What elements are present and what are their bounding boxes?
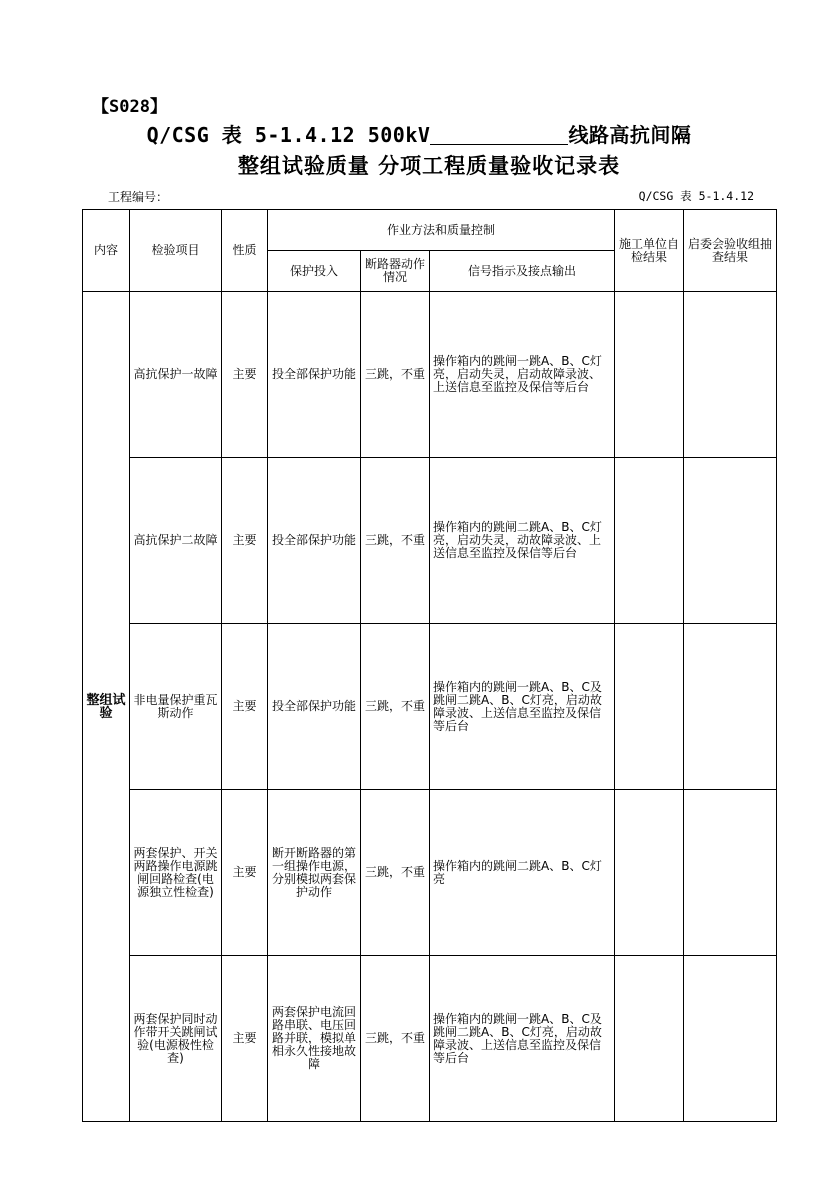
breaker-cell: 三跳，不重 (361, 956, 430, 1122)
contractor-result-cell[interactable] (615, 790, 684, 956)
nature-cell: 主要 (222, 458, 268, 624)
item-cell: 非电量保护重瓦斯动作 (130, 624, 222, 790)
item-cell: 高抗保护二故障 (130, 458, 222, 624)
signal-cell: 操作箱内的跳闸一跳A、B、C及跳闸二跳A、B、C灯亮，启动故障录波、上送信息至监控及保信等后台 (430, 624, 615, 790)
header-contractor: 施工单位自检结果 (615, 210, 684, 292)
breaker-cell: 三跳，不重 (361, 292, 430, 458)
table-row (83, 624, 777, 790)
committee-result-cell[interactable] (684, 458, 777, 624)
group-label: 整组试验 (83, 292, 130, 1122)
acceptance-record-table (82, 209, 777, 1122)
nature-cell: 主要 (222, 956, 268, 1122)
header-signal: 信号指示及接点输出 (430, 251, 615, 292)
header-committee: 启委会验收组抽查结果 (684, 210, 777, 292)
table-row (83, 956, 777, 1122)
title-code: Q/CSG 表 5-1.4.12 500kV (146, 123, 431, 147)
committee-result-cell[interactable] (684, 956, 777, 1122)
contractor-result-cell[interactable] (615, 624, 684, 790)
nature-cell: 主要 (222, 292, 268, 458)
contractor-result-cell[interactable] (615, 956, 684, 1122)
signal-cell: 操作箱内的跳闸一跳A、B、C灯亮，启动失灵，启动故障录波、上送信息至监控及保信等后台 (430, 292, 615, 458)
form-code: Q/CSG 表 5-1.4.12 (638, 189, 754, 203)
table-row (83, 790, 777, 956)
item-cell: 高抗保护一故障 (130, 292, 222, 458)
nature-cell: 主要 (222, 624, 268, 790)
title-blank-line (430, 126, 568, 145)
title-suffix: 线路高抗间隔 (568, 123, 692, 147)
protection-cell: 投全部保护功能 (268, 624, 361, 790)
item-cell: 两套保护同时动作带开关跳闸试验(电源极性检查) (130, 956, 222, 1122)
protection-cell: 两套保护电流回路串联、电压回路并联，模拟单相永久性接地故障 (268, 956, 361, 1122)
header-protection: 保护投入 (268, 251, 361, 292)
table-row (83, 458, 777, 624)
document-title-line2: 整组试验质量 分项工程质量验收记录表 (237, 154, 621, 178)
signal-cell: 操作箱内的跳闸二跳A、B、C灯亮，启动失灵，动故障录波、上送信息至监控及保信等后台 (430, 458, 615, 624)
committee-result-cell[interactable] (684, 790, 777, 956)
header-row-1 (83, 210, 777, 251)
document-tag: 【S028】 (92, 97, 167, 117)
signal-cell: 操作箱内的跳闸二跳A、B、C灯亮 (430, 790, 615, 956)
document-title-line1 (0, 119, 838, 148)
committee-result-cell[interactable] (684, 624, 777, 790)
breaker-cell: 三跳，不重 (361, 458, 430, 624)
header-content: 内容 (83, 210, 130, 292)
breaker-cell: 三跳，不重 (361, 790, 430, 956)
nature-cell: 主要 (222, 790, 268, 956)
signal-cell: 操作箱内的跳闸一跳A、B、C及跳闸二跳A、B、C灯亮，启动故障录波、上送信息至监控及保信等后台 (430, 956, 615, 1122)
contractor-result-cell[interactable] (615, 292, 684, 458)
item-cell: 两套保护、开关两路操作电源跳闸回路检查(电源独立性检查) (130, 790, 222, 956)
table-row (83, 292, 777, 458)
protection-cell: 断开断路器的第一组操作电源，分别模拟两套保护动作 (268, 790, 361, 956)
protection-cell: 投全部保护功能 (268, 458, 361, 624)
contractor-result-cell[interactable] (615, 458, 684, 624)
protection-cell: 投全部保护功能 (268, 292, 361, 458)
header-nature: 性质 (222, 210, 268, 292)
header-breaker: 断路器动作情况 (361, 251, 430, 292)
breaker-cell: 三跳，不重 (361, 624, 430, 790)
header-method-group: 作业方法和质量控制 (268, 210, 615, 251)
project-number-label: 工程编号： (108, 190, 169, 204)
committee-result-cell[interactable] (684, 292, 777, 458)
header-item: 检验项目 (130, 210, 222, 292)
